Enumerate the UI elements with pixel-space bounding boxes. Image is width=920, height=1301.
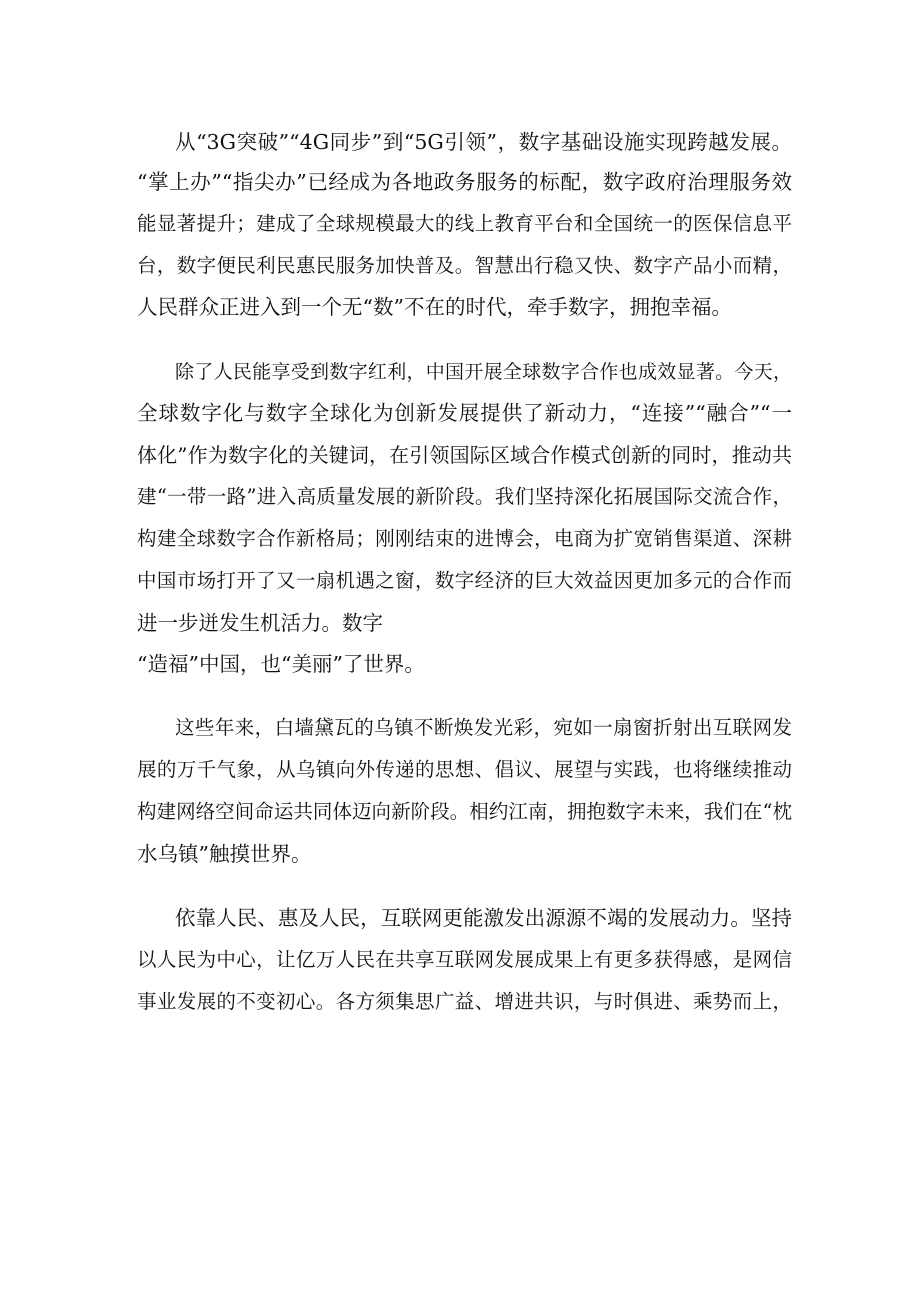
- paragraph-line: 全球数字化与数字全球化为创新发展提供了新动力，“连接”“融合”“一: [137, 401, 792, 425]
- paragraph-line: 事业发展的不变初心。各方须集思广益、增进共识，与时俱进、乘势而上，: [137, 990, 792, 1013]
- paragraph-line: 从“3G突破”“4G同步”到“5G引领”，数字基础设施实现跨越发展。: [175, 130, 792, 154]
- paragraph-line: 体化”作为数字化的关键词，在引领国际区域合作模式创新的同时，推动共: [137, 443, 792, 467]
- paragraph-line: 台，数字便民利民惠民服务加快普及。智慧出行稳又快、数字产品小而精，: [137, 254, 792, 277]
- paragraph-line: “造福”中国，也“美丽”了世界。: [137, 652, 425, 676]
- paragraph-line: 进一步迸发生机活力。数字: [137, 611, 383, 635]
- paragraph-line: “掌上办”“指尖办”已经成为各地政务服务的标配，数字政府治理服务效: [137, 170, 792, 194]
- paragraph-line: 这些年来，白墙黛瓦的乌镇不断焕发光彩，宛如一扇窗折射出互联网发: [175, 716, 792, 739]
- paragraph-line: 建“一带一路”进入高质量发展的新阶段。我们坚持深化拓展国际交流合作，: [137, 485, 792, 508]
- paragraph-line: 以人民为中心，让亿万人民在共享互联网发展成果上有更多获得感，是网信: [137, 948, 792, 971]
- paragraph-line: 除了人民能享受到数字红利，中国开展全球数字合作也成效显著。今天，: [175, 361, 792, 383]
- paragraph-line: 构建网络空间命运共同体迈向新阶段。相约江南，拥抱数字未来，我们在“枕: [137, 800, 792, 823]
- paragraph-line: 构建全球数字合作新格局；刚刚结束的进博会，电商为扩宽销售渠道、深耕: [137, 527, 792, 550]
- paragraph-line: 依靠人民、惠及人民，互联网更能激发出源源不竭的发展动力。坚持: [175, 906, 792, 930]
- paragraph-line: 展的万千气象，从乌镇向外传递的思想、倡议、展望与实践，也将继续推动: [137, 758, 792, 781]
- paragraph-line: 人民群众正进入到一个无“数”不在的时代，牵手数字，拥抱幸福。: [137, 295, 732, 319]
- paragraph-line: 中国市场打开了又一扇机遇之窗，数字经济的巨大效益因更加多元的合作而: [137, 569, 792, 592]
- paragraph-line: 水乌镇”触摸世界。: [137, 842, 312, 866]
- paragraph-line: 能显著提升；建成了全球规模最大的线上教育平台和全国统一的医保信息平: [137, 212, 792, 235]
